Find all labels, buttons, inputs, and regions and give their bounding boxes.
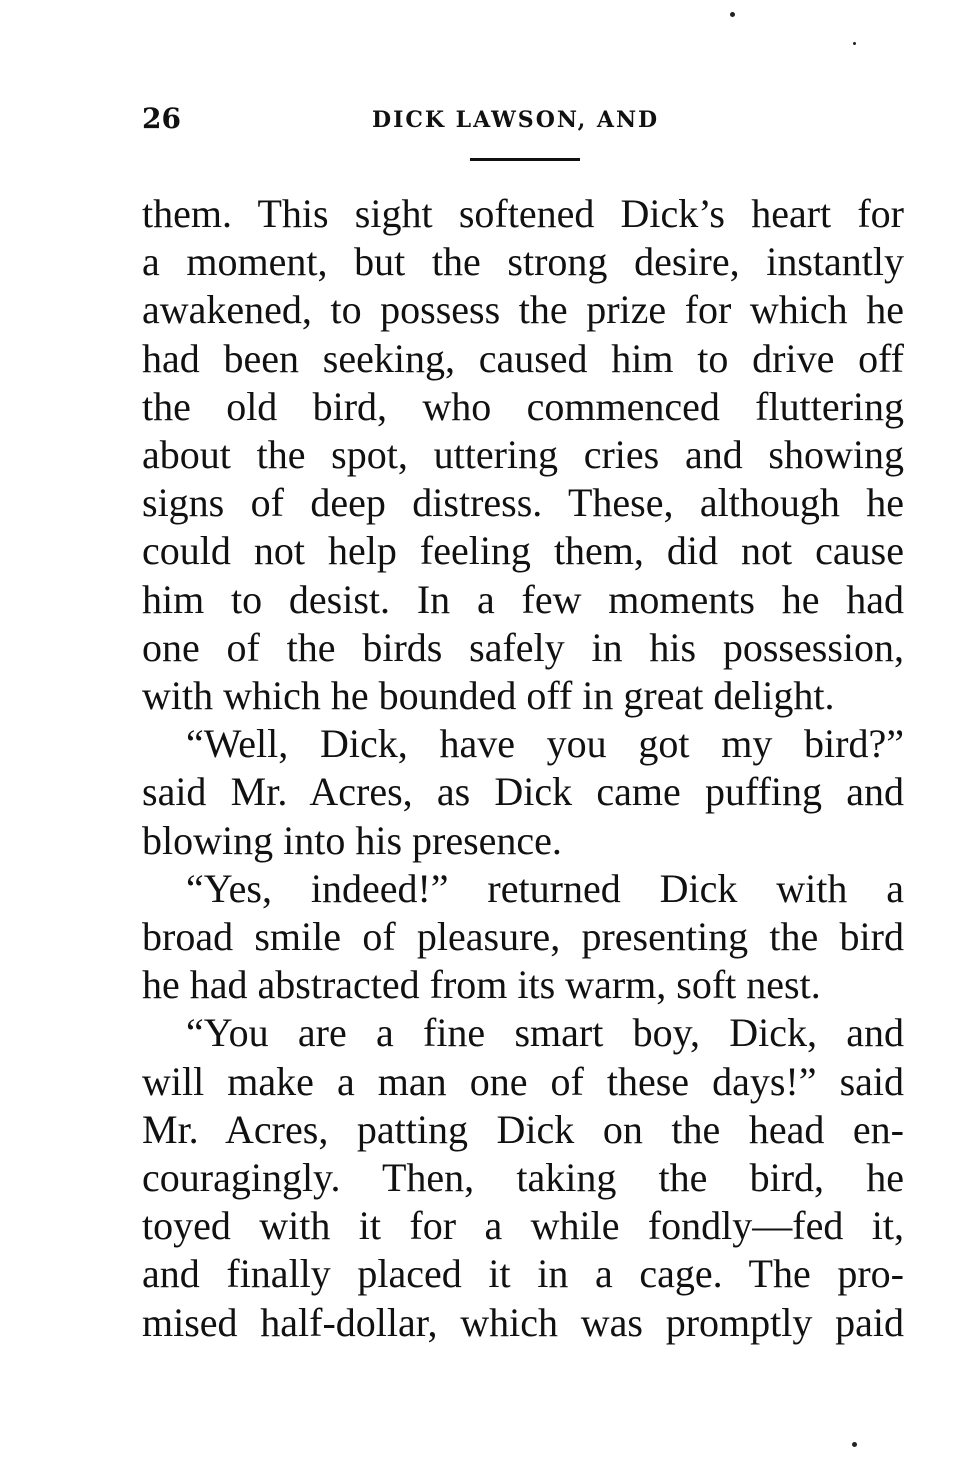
text-line: him to desist. In a few moments he had bbox=[142, 576, 904, 622]
text-line: “Well, Dick, have you got my bird?” bbox=[186, 721, 904, 767]
text-line: and finally placed it in a cage. The pro- bbox=[142, 1251, 904, 1297]
text-line: “Yes, indeed!” returned Dick with a bbox=[186, 865, 904, 911]
running-title: DICK LAWSON, AND bbox=[372, 107, 660, 133]
text-line: blowing into his presence. bbox=[142, 817, 562, 863]
text-line: with which he bounded off in great delight. bbox=[142, 673, 835, 719]
scan-speck bbox=[852, 1442, 857, 1447]
text-line: “You are a fine smart boy, Dick, and bbox=[186, 1010, 904, 1056]
text-line: a moment, but the strong desire, instantly bbox=[142, 239, 904, 285]
text-line: broad smile of pleasure, presenting the bird bbox=[142, 914, 904, 960]
header-rule bbox=[470, 158, 580, 161]
text-line: Mr. Acres, patting Dick on the head en- bbox=[142, 1106, 904, 1152]
text-line: will make a man one of these days!” said bbox=[142, 1058, 904, 1104]
scan-speck bbox=[730, 12, 735, 17]
text-line: the old bird, who commenced fluttering bbox=[142, 383, 904, 429]
text-line: had been seeking, caused him to drive off bbox=[142, 335, 904, 381]
text-line: said Mr. Acres, as Dick came puffing and bbox=[142, 769, 904, 815]
page-number: 26 bbox=[142, 102, 181, 135]
text-line: about the spot, uttering cries and showing bbox=[142, 432, 904, 478]
body-text bbox=[142, 190, 904, 1347]
text-line: awakened, to possess the prize for which he bbox=[142, 287, 904, 333]
scan-speck bbox=[853, 42, 856, 45]
text-line: could not help feeling them, did not cause bbox=[142, 528, 904, 574]
text-line: one of the birds safely in his possession, bbox=[142, 624, 904, 670]
text-line: signs of deep distress. These, although he bbox=[142, 480, 904, 526]
text-line: couragingly. Then, taking the bird, he bbox=[142, 1155, 904, 1201]
text-line: he had abstracted from its warm, soft nest. bbox=[142, 962, 821, 1008]
text-line: mised half-dollar, which was promptly paid bbox=[142, 1299, 904, 1345]
text-line: them. This sight softened Dick’s heart for bbox=[142, 191, 904, 236]
text-line: toyed with it for a while fondly—fed it, bbox=[142, 1203, 904, 1249]
